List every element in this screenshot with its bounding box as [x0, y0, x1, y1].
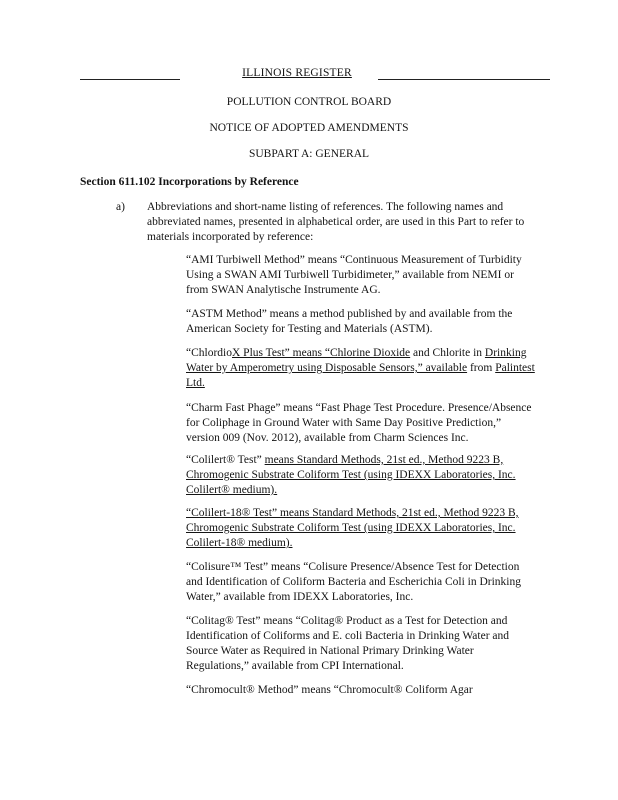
definition-text: “ASTM Method” means a method published by and available from the American Society for Testing and Materials (ASTM). — [186, 308, 513, 335]
definition-chromocult — [186, 683, 536, 698]
definition-colilert — [186, 453, 536, 498]
underlined-insertion: X Plus Test” means “Chlorine Dioxide — [232, 347, 411, 359]
definition-colitag — [186, 614, 536, 674]
definition-text: “Colilert® Test” — [186, 454, 265, 466]
definition-text: “Charm Fast Phage” means “Fast Phage Test Procedure. Presence/Absence for Coliphage in Ground Water with Same Day Positive Prediction,” version 009 (Nov. 2012), available from Charm Sciences Inc. — [186, 402, 532, 444]
definition-text: “Colitag® Test” means “Colitag® Product as a Test for Detection and Identification of Coliforms and E. coli Bacteria in Drinking Water and Source Water as Required in National Primary Drinking Water Regulations,” available from CPI International. — [186, 615, 510, 672]
definition-chlordiox — [186, 346, 536, 391]
notice-heading: NOTICE OF ADOPTED AMENDMENTS — [209, 122, 409, 134]
definition-text: “Chromocult® Method” means “Chromocult® Coliform Agar — [186, 684, 473, 696]
section-heading: Section 611.102 Incorporations by Reference — [80, 176, 299, 188]
subsection-label: a) — [116, 201, 125, 213]
subsection-intro: Abbreviations and short-name listing of references. The following names and abbreviated names, presented in alphabetical order, are used in this Part to refer to materials incorporated by reference: — [147, 201, 525, 243]
definition-text: and Chlorite in — [410, 347, 485, 359]
definition-charm-fast-phage — [186, 401, 536, 446]
header-rule-left — [80, 79, 180, 80]
underlined-insertion: Palintest Ltd. — [186, 362, 535, 389]
underlined-insertion: “Colilert-18® Test” means Standard Methods, 21st ed., Method 9223 B, Chromogenic Substrate Coliform Test (using IDEXX Laboratories, Inc. Colilert-18® medium). — [186, 507, 519, 549]
definition-text: “AMI Turbiwell Method” means “Continuous Measurement of Turbidity Using a SWAN AMI Turbiwell Turbidimeter,” available from NEMI or from SWAN Analytische Instrumente AG. — [186, 254, 522, 296]
definition-astm — [186, 307, 536, 337]
definition-text: “Colisure™ Test” means “Colisure Presence/Absence Test for Detection and Identification of Coliform Bacteria and Escherichia Coli in Drinking Water,” available from IDEXX Laboratories, Inc. — [186, 561, 521, 603]
agency-heading: POLLUTION CONTROL BOARD — [226, 96, 392, 108]
definition-colilert-18 — [186, 506, 536, 551]
definition-text: “Chlordio — [186, 347, 232, 359]
underlined-insertion: Drinking Water by Amperometry using Disposable Sensors,” available — [186, 347, 527, 374]
register-header — [80, 67, 550, 83]
definition-text: from — [467, 362, 496, 374]
underlined-insertion: means Standard Methods, 21st ed., Method 9223 B, Chromogenic Substrate Coliform Test (using IDEXX Laboratories, Inc. Colilert® medium). — [186, 454, 516, 496]
header-rule-right — [378, 79, 550, 80]
subpart-heading: SUBPART A: GENERAL — [248, 148, 370, 160]
definition-ami-turbiwell — [186, 253, 536, 298]
definition-colisure — [186, 560, 536, 605]
register-title: ILLINOIS REGISTER — [242, 67, 352, 79]
